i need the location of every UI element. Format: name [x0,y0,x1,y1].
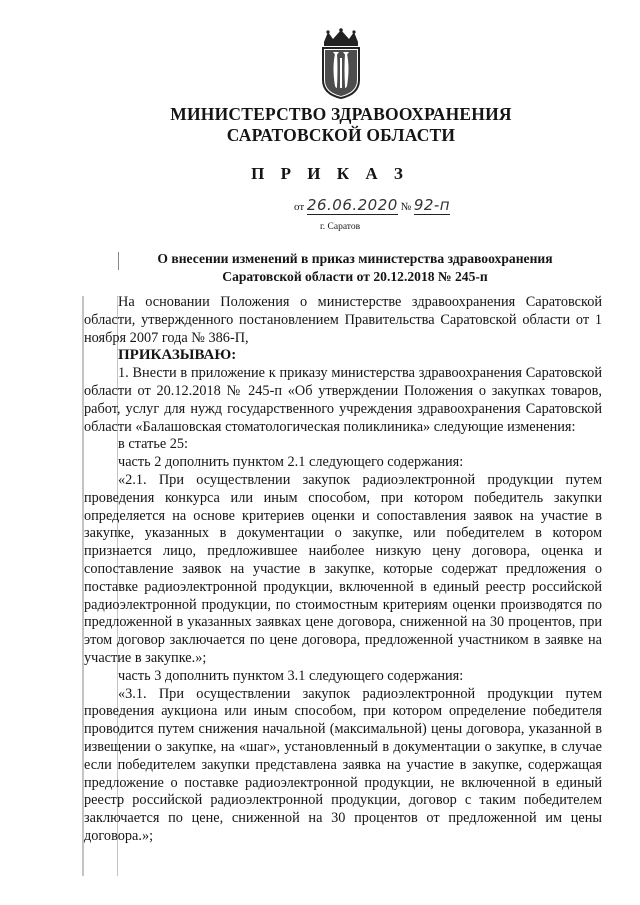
clause-2-1-paragraph: «2.1. При осуществлении закупок радиоэлектронной продукции путем проведения конкурса или иным способом, при котором победитель закупки определяется на основе критериев оценки и сопоставления заявок на участие в закупке, указанных в документации о закупке, или победителем в котором признается лицо, предложившее наиболее низкую цену договора, оценка и сопоставление заявок на участие в закупке, которые содержат предложения о поставке радиоэлектронной продукции, включенной в единый реестр российской радиоэлектронной продукции, по стоимостным критериям оценки производятся по предложенной в указанных заявках цене договора, сниженной на 30 процентов, при этом договор заключается по цене договора, предложенной участником в заявке на участие в закупке.»; [84,471,602,666]
order-number: 92-п [413,196,451,214]
order-title: П Р И К А З [251,164,409,183]
ministry-line-2: САРАТОВСКОЙ ОБЛАСТИ [226,125,456,145]
ministry-heading [0,104,640,146]
scan-artifact-line [118,252,119,270]
order-body [84,294,602,846]
from-label: от [294,201,305,213]
article-paragraph: в статье 25: [118,436,189,453]
ministry-line-1: МИНИСТЕРСТВО ЗДРАВООХРАНЕНИЯ [170,104,512,124]
number-label: № [400,201,412,213]
city-label: г. Саратов [319,222,361,232]
basis-paragraph: На основании Положения о министерстве здравоохранения Саратовской области, утвержденного постановлением Правительства Саратовской области от 1 ноября 2007 года № 386-П, [84,294,602,346]
order-subject [110,250,600,286]
saratov-coat-of-arms-icon [318,28,364,100]
clause-3-1-paragraph: «3.1. При осуществлении закупок радиоэлектронной продукции путем проведения аукциона или иным способом, при котором определение победителя проводится путем снижения начальной (максимальной) цены договора, указанной в извещении о закупке, на «шаг», установленный в документации о закупке, в случае если победителем закупки представлена заявка на участие в закупке, содержащая предложение о поставке радиоэлектронной продукции, не включенной в единый реестр российской радиоэлектронной продукции, договор с таким победителем заключается по цене, сниженной на 30 процентов от предложенной им цены договора.»; [84,685,602,844]
part-3-paragraph: часть 3 дополнить пунктом 3.1 следующего содержания: [118,667,464,684]
order-word: ПРИКАЗЫВАЮ: [118,347,237,364]
part-2-paragraph: часть 2 дополнить пунктом 2.1 следующего содержания: [118,454,464,471]
order-date: 26.06.2020 [306,196,398,214]
subject-line-2: Саратовской области от 20.12.2018 № 245-п [222,269,488,284]
order-date-number [294,196,450,215]
subject-line-1: О внесении изменений в приказ министерства здравоохранения [157,251,553,266]
item-1-paragraph: 1. Внести в приложение к приказу министерства здравоохранения Саратовской области от 20.12.2018 № 245-п «Об утверждении Положения о закупках товаров, работ, услуг для нужд государственного учреждения здравоохранения Саратовской области «Балашовская стоматологическая поликлиника» следующие изменения: [84,365,602,435]
